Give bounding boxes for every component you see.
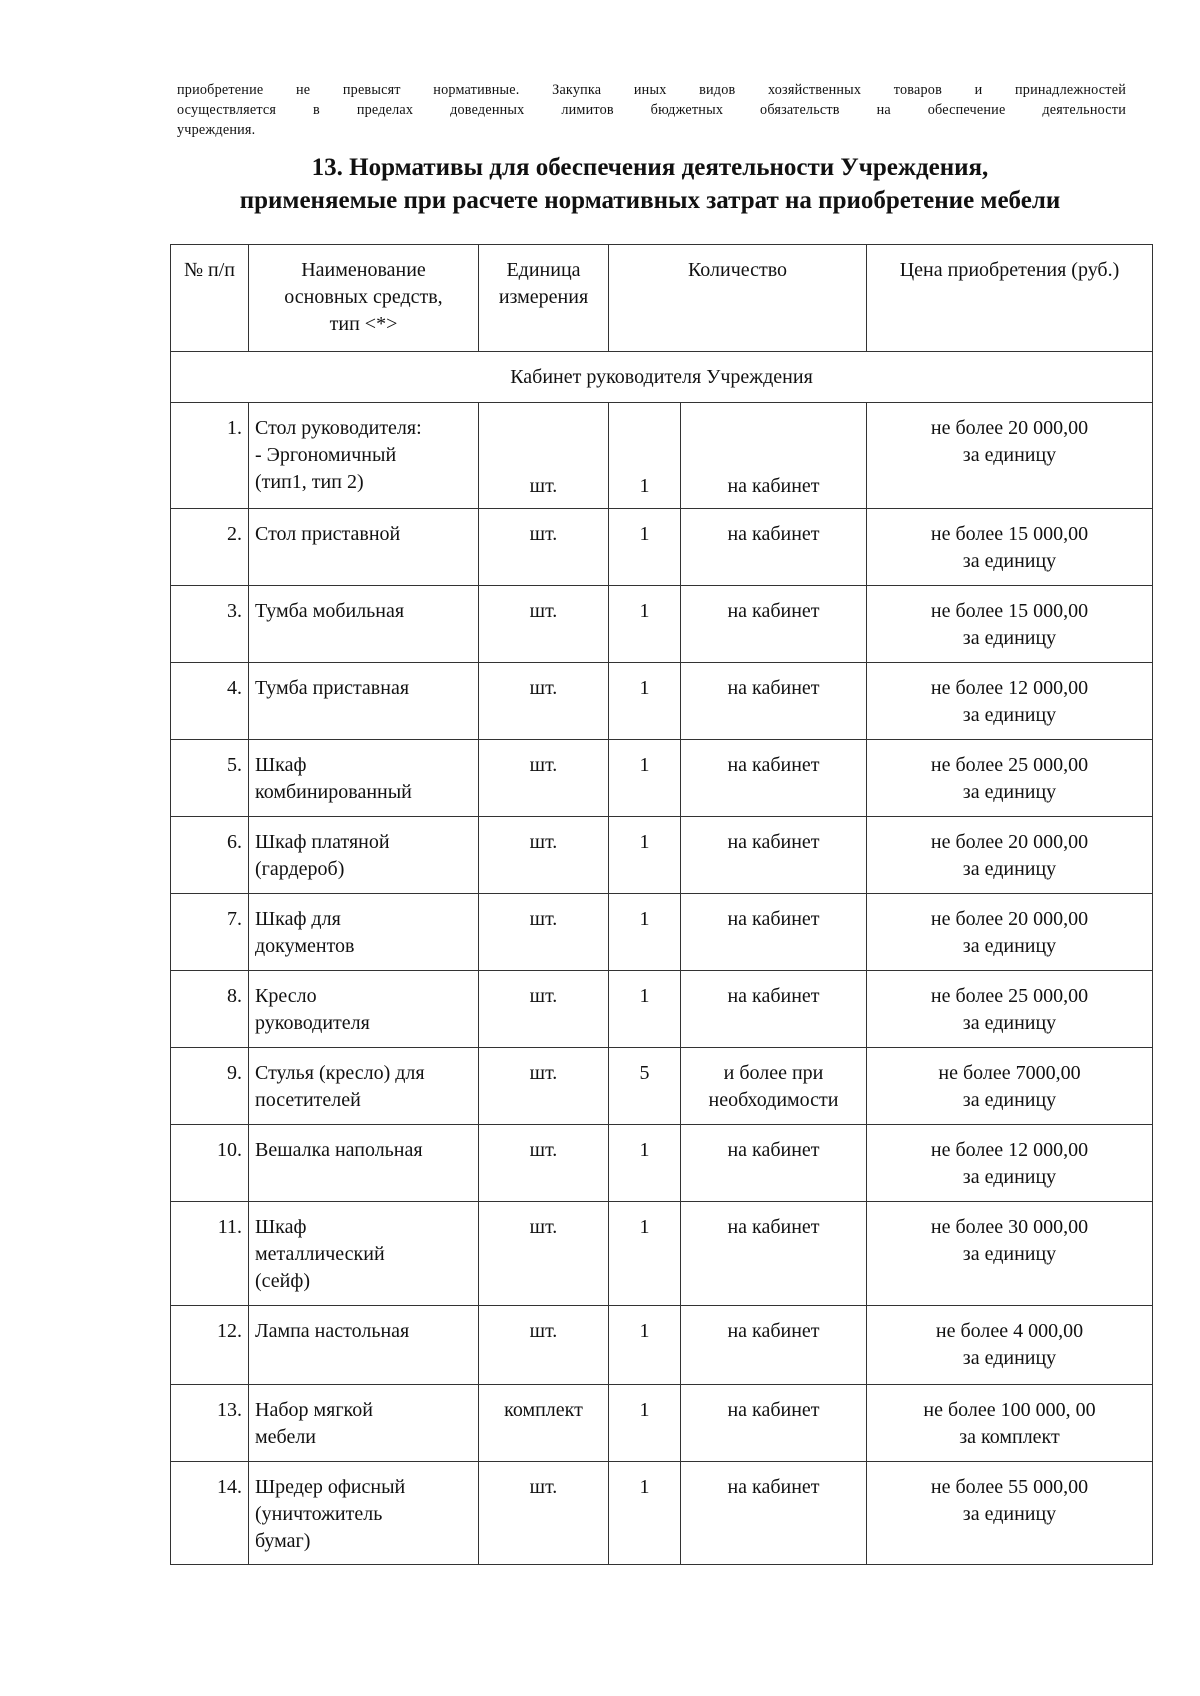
cell-line: (тип1, тип 2) (255, 471, 364, 493)
header-num: № п/п (171, 245, 249, 352)
quantity-note (681, 403, 867, 509)
table-row (171, 586, 1153, 663)
price (867, 509, 1153, 586)
quantity-note (681, 894, 867, 971)
cell-line: Шредер офисный (255, 1476, 406, 1498)
header-price: Цена приобретения (руб.) (867, 245, 1153, 352)
item-name (249, 403, 479, 509)
price (867, 586, 1153, 663)
cell-line: Лампа настольная (255, 1320, 410, 1342)
row-number: 5. (171, 740, 249, 817)
cell-line: на кабинет (727, 677, 820, 699)
cell-line: на кабинет (727, 1216, 820, 1238)
cell-line: руководителя (255, 1012, 370, 1034)
quantity-note (681, 740, 867, 817)
cell-line: за единицу (962, 1503, 1057, 1525)
cell-line: (гардероб) (255, 858, 345, 880)
header-row (171, 245, 1153, 352)
quantity: 1 (609, 403, 681, 509)
table-row (171, 1202, 1153, 1306)
cell-line: не более 12 000,00 (930, 677, 1089, 699)
unit: шт. (479, 663, 609, 740)
row-number: 2. (171, 509, 249, 586)
item-name (249, 663, 479, 740)
price (867, 1306, 1153, 1385)
cell-line: Вешалка напольная (255, 1139, 423, 1161)
quantity-note (681, 509, 867, 586)
cell-line: Стол руководителя: (255, 417, 422, 439)
cell-line: за единицу (962, 1243, 1057, 1265)
price (867, 663, 1153, 740)
item-name (249, 740, 479, 817)
intro-line: учреждения. (177, 122, 256, 138)
table-row (171, 1125, 1153, 1202)
unit: шт. (479, 894, 609, 971)
price (867, 971, 1153, 1048)
quantity-note (681, 971, 867, 1048)
item-name (249, 817, 479, 894)
quantity-note (681, 1202, 867, 1306)
unit: шт. (479, 403, 609, 509)
cell-line: (уничтожитель (255, 1503, 383, 1525)
cell-line: на кабинет (727, 1139, 820, 1161)
cell-line: на кабинет (727, 1476, 820, 1498)
unit: комплект (479, 1385, 609, 1462)
cell-line: не более 4 000,00 (935, 1320, 1084, 1342)
table-row (171, 894, 1153, 971)
cell-line: за комплект (959, 1426, 1060, 1448)
title-line: применяемые при расчете нормативных затрат на приобретение мебели (239, 187, 1061, 214)
cell-line: комбинированный (255, 781, 412, 803)
unit: шт. (479, 1462, 609, 1565)
quantity-note (681, 1462, 867, 1565)
table-row (171, 509, 1153, 586)
row-number: 1. (171, 403, 249, 509)
item-name (249, 586, 479, 663)
quantity: 1 (609, 740, 681, 817)
cell-line: Стол приставной (255, 523, 401, 545)
row-number: 10. (171, 1125, 249, 1202)
item-name (249, 1462, 479, 1565)
cell-line: металлический (255, 1243, 385, 1265)
unit: шт. (479, 586, 609, 663)
row-number: 14. (171, 1462, 249, 1565)
unit: шт. (479, 817, 609, 894)
unit: шт. (479, 971, 609, 1048)
unit: шт. (479, 1202, 609, 1306)
quantity: 5 (609, 1048, 681, 1125)
intro-paragraph (177, 80, 1126, 140)
unit: шт. (479, 1125, 609, 1202)
quantity: 1 (609, 1306, 681, 1385)
unit: шт. (479, 509, 609, 586)
cell-line: Тумба мобильная (255, 600, 405, 622)
cell-line: Шкаф (255, 754, 307, 776)
table-row (171, 971, 1153, 1048)
quantity: 1 (609, 1202, 681, 1306)
section-label: Кабинет руководителя Учреждения (171, 352, 1153, 403)
cell-line: Шкаф платяной (255, 831, 390, 853)
cell-line: за единицу (962, 704, 1057, 726)
cell-line: не более 20 000,00 (930, 831, 1089, 853)
quantity: 1 (609, 1125, 681, 1202)
cell-line: за единицу (962, 550, 1057, 572)
price (867, 1048, 1153, 1125)
quantity: 1 (609, 509, 681, 586)
cell-line: не более 20 000,00 (930, 417, 1089, 439)
item-name (249, 509, 479, 586)
cell-line: за единицу (962, 444, 1057, 466)
section-row (171, 352, 1153, 403)
price (867, 1385, 1153, 1462)
cell-line: не более 30 000,00 (930, 1216, 1089, 1238)
cell-line: за единицу (962, 1166, 1057, 1188)
price (867, 1202, 1153, 1306)
cell-line: не более 100 000, 00 (923, 1399, 1096, 1421)
cell-line: за единицу (962, 858, 1057, 880)
cell-line: не более 20 000,00 (930, 908, 1089, 930)
cell-line: на кабинет (727, 985, 820, 1007)
cell-line: на кабинет (727, 908, 820, 930)
price (867, 1462, 1153, 1565)
header-unit: Единица измерения (479, 245, 609, 352)
unit: шт. (479, 1306, 609, 1385)
item-name (249, 971, 479, 1048)
table-row (171, 1048, 1153, 1125)
cell-line: не более 25 000,00 (930, 985, 1089, 1007)
cell-line: не более 15 000,00 (930, 523, 1089, 545)
cell-line: не более 25 000,00 (930, 754, 1089, 776)
cell-line: не более 7000,00 (938, 1062, 1081, 1084)
cell-line: на кабинет (727, 754, 820, 776)
row-number: 3. (171, 586, 249, 663)
table-row (171, 663, 1153, 740)
item-name (249, 894, 479, 971)
header-name: Наименование основных средств, тип <*> (249, 245, 479, 352)
cell-line: не более 12 000,00 (930, 1139, 1089, 1161)
item-name (249, 1048, 479, 1125)
header-qty: Количество (609, 245, 867, 352)
cell-line: Тумба приставная (255, 677, 410, 699)
quantity: 1 (609, 586, 681, 663)
item-name (249, 1385, 479, 1462)
quantity-note (681, 1048, 867, 1125)
cell-line: за единицу (962, 1089, 1057, 1111)
quantity: 1 (609, 894, 681, 971)
item-name (249, 1125, 479, 1202)
item-name (249, 1202, 479, 1306)
table-row (171, 817, 1153, 894)
cell-line: не более 15 000,00 (930, 600, 1089, 622)
quantity-note (681, 817, 867, 894)
cell-line: необходимости (708, 1089, 839, 1111)
quantity: 1 (609, 817, 681, 894)
cell-line: на кабинет (727, 1399, 820, 1421)
cell-line: за единицу (962, 935, 1057, 957)
cell-line: на кабинет (727, 831, 820, 853)
cell-line: на кабинет (727, 475, 820, 497)
cell-line: на кабинет (727, 600, 820, 622)
cell-line: Стулья (кресло) для (255, 1062, 425, 1084)
table-row (171, 403, 1153, 509)
title-line: 13. Нормативы для обеспечения деятельности Учреждения, (311, 154, 989, 181)
cell-line: за единицу (962, 1012, 1057, 1034)
row-number: 13. (171, 1385, 249, 1462)
furniture-norms-table (170, 244, 1153, 1565)
cell-line: за единицу (962, 1347, 1057, 1369)
section-title (150, 151, 1150, 217)
price (867, 1125, 1153, 1202)
table-row (171, 740, 1153, 817)
cell-line: бумаг) (255, 1530, 311, 1552)
item-name (249, 1306, 479, 1385)
row-number: 8. (171, 971, 249, 1048)
cell-line: на кабинет (727, 523, 820, 545)
quantity: 1 (609, 1385, 681, 1462)
table-row (171, 1462, 1153, 1565)
intro-line: осуществляется в пределах доведенных лимитов бюджетных обязательств на обеспечение деятельности (177, 102, 1126, 118)
price (867, 817, 1153, 894)
table-row (171, 1385, 1153, 1462)
quantity-note (681, 1306, 867, 1385)
cell-line: не более 55 000,00 (930, 1476, 1089, 1498)
row-number: 9. (171, 1048, 249, 1125)
cell-line: Шкаф (255, 1216, 307, 1238)
cell-line: и более при (723, 1062, 824, 1084)
cell-line: (сейф) (255, 1270, 310, 1292)
quantity-note (681, 663, 867, 740)
row-number: 11. (171, 1202, 249, 1306)
row-number: 7. (171, 894, 249, 971)
intro-line: приобретение не превысят нормативные. Закупка иных видов хозяйственных товаров и принадлежностей (177, 82, 1126, 98)
quantity-note (681, 1385, 867, 1462)
cell-line: Кресло (255, 985, 317, 1007)
row-number: 12. (171, 1306, 249, 1385)
row-number: 4. (171, 663, 249, 740)
cell-line: за единицу (962, 781, 1057, 803)
cell-line: - Эргономичный (255, 444, 397, 466)
cell-line: посетителей (255, 1089, 361, 1111)
cell-line: документов (255, 935, 355, 957)
table-row (171, 1306, 1153, 1385)
cell-line: Шкаф для (255, 908, 341, 930)
quantity: 1 (609, 971, 681, 1048)
price (867, 403, 1153, 509)
unit: шт. (479, 740, 609, 817)
unit: шт. (479, 1048, 609, 1125)
price (867, 740, 1153, 817)
quantity-note (681, 586, 867, 663)
cell-line: за единицу (962, 627, 1057, 649)
cell-line: мебели (255, 1426, 317, 1448)
quantity-note (681, 1125, 867, 1202)
price (867, 894, 1153, 971)
row-number: 6. (171, 817, 249, 894)
quantity: 1 (609, 663, 681, 740)
cell-line: Набор мягкой (255, 1399, 373, 1421)
cell-line: на кабинет (727, 1320, 820, 1342)
quantity: 1 (609, 1462, 681, 1565)
